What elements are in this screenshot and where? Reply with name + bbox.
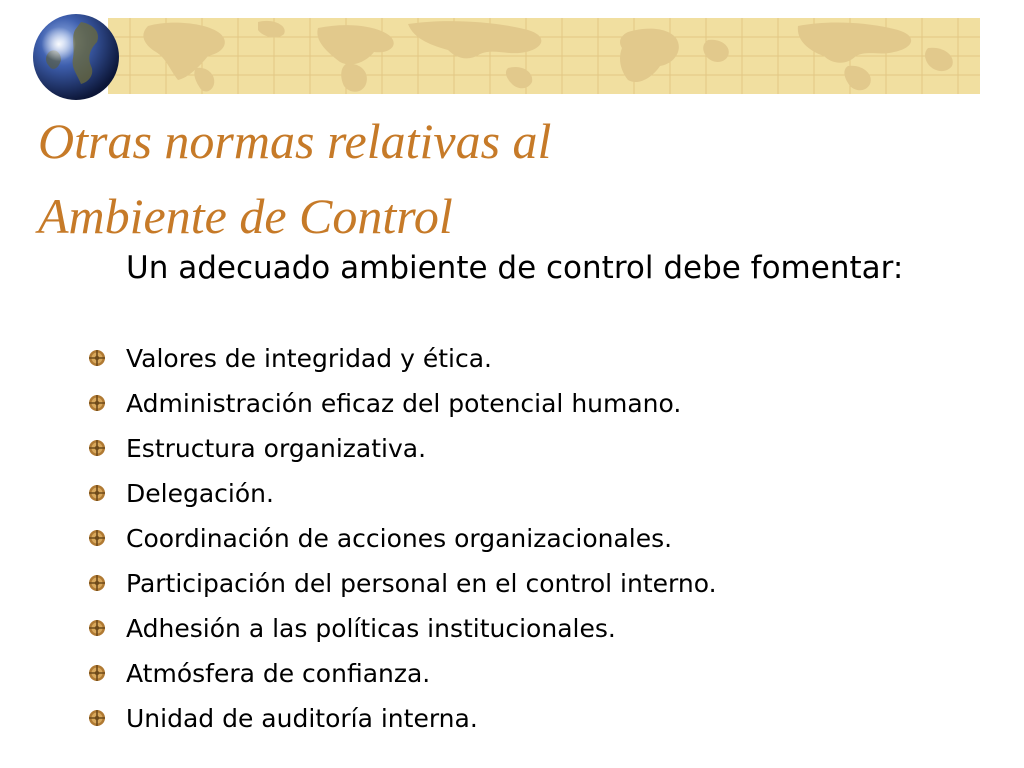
gear-bullet-icon [88,394,106,412]
list-item-text: Coordinación de acciones organizacionales. [126,524,673,553]
globe-icon [31,12,121,102]
list-item [0,516,1000,561]
list-item-text: Atmósfera de confianza. [126,659,431,688]
list-item [0,651,1000,696]
world-map-graphic [108,18,980,94]
list-item [0,561,1000,606]
list-item [0,696,1000,741]
list-item-text: Estructura organizativa. [126,434,427,463]
intro-text: Un adecuado ambiente de control debe fomentar: [126,250,904,286]
list-item-text: Adhesión a las políticas institucionales. [126,614,616,643]
list-item [0,426,1000,471]
list-item [0,336,1000,381]
list-item [0,471,1000,516]
list-item-text: Participación del personal en el control interno. [126,569,717,598]
list-item-text: Delegación. [126,479,274,508]
slide-title [38,104,978,254]
title-line-2: Ambiente de Control [38,188,453,244]
bullet-list [0,336,1000,741]
list-item-text: Unidad de auditoría interna. [126,704,478,733]
gear-bullet-icon [88,349,106,367]
gear-bullet-icon [88,664,106,682]
gear-bullet-icon [88,619,106,637]
gear-bullet-icon [88,484,106,502]
list-item [0,381,1000,426]
list-item-text: Administración eficaz del potencial humano. [126,389,682,418]
gear-bullet-icon [88,439,106,457]
list-item [0,606,1000,651]
gear-bullet-icon [88,529,106,547]
title-line-1: Otras normas relativas al [38,113,552,169]
list-item-text: Valores de integridad y ética. [126,344,492,373]
world-map-banner [108,18,980,94]
gear-bullet-icon [88,574,106,592]
gear-bullet-icon [88,709,106,727]
